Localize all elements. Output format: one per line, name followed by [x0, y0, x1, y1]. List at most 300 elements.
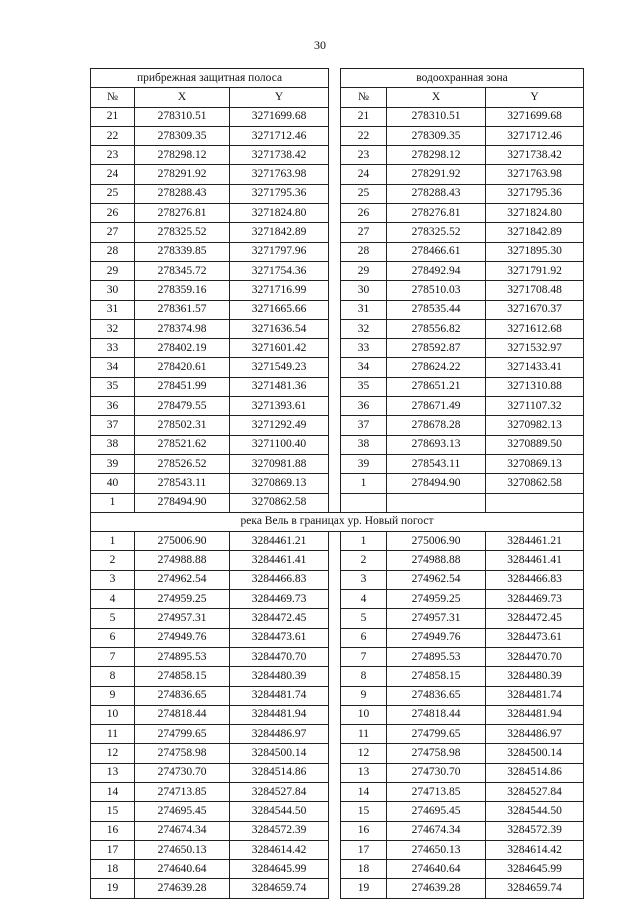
column-gap	[329, 744, 341, 763]
section-title-row	[91, 512, 584, 531]
right-x-cell: 278535.44	[387, 300, 486, 319]
right-number-cell: 22	[341, 126, 387, 145]
right-number-cell: 25	[341, 184, 387, 203]
right-number-cell: 29	[341, 261, 387, 280]
left-y-cell: 3284659.74	[230, 879, 329, 898]
column-gap	[329, 435, 341, 454]
right-y-cell: 3284480.39	[486, 667, 584, 686]
column-gap	[329, 570, 341, 589]
left-number-cell: 3	[91, 570, 135, 589]
table-row	[91, 146, 584, 165]
left-number-cell: 2	[91, 551, 135, 570]
right-number-cell: 3	[341, 570, 387, 589]
left-y-cell: 3284466.83	[230, 570, 329, 589]
left-x-cell: 278276.81	[135, 204, 230, 223]
left-x-cell: 274650.13	[135, 840, 230, 859]
column-gap	[329, 358, 341, 377]
right-x-cell: 278556.82	[387, 319, 486, 338]
left-x-cell: 278420.61	[135, 358, 230, 377]
right-x-cell: 278624.22	[387, 358, 486, 377]
left-x-cell: 278402.19	[135, 339, 230, 358]
column-gap	[329, 493, 341, 512]
left-x-cell: 274818.44	[135, 705, 230, 724]
column-gap	[329, 763, 341, 782]
left-number-cell: 23	[91, 146, 135, 165]
column-gap	[329, 261, 341, 280]
left-y-cell: 3270981.88	[230, 454, 329, 473]
left-y-cell: 3271797.96	[230, 242, 329, 261]
table-row	[91, 667, 584, 686]
left-x-cell: 278543.11	[135, 474, 230, 493]
left-x-cell: 274957.31	[135, 609, 230, 628]
left-x-cell: 274639.28	[135, 879, 230, 898]
right-x-cell: 278693.13	[387, 435, 486, 454]
table-row	[91, 686, 584, 705]
left-y-cell: 3284481.74	[230, 686, 329, 705]
right-number-cell: 16	[341, 821, 387, 840]
right-x-cell: 274713.85	[387, 782, 486, 801]
table-title-row	[91, 69, 584, 88]
table-row	[91, 454, 584, 473]
left-x-cell: 278345.72	[135, 261, 230, 280]
left-number-cell: 17	[91, 840, 135, 859]
right-y-cell: 3284469.73	[486, 590, 584, 609]
right-x-cell: 274730.70	[387, 763, 486, 782]
right-x-cell: 278494.90	[387, 474, 486, 493]
left-y-cell: 3284645.99	[230, 860, 329, 879]
right-x-cell: 274895.53	[387, 647, 486, 666]
left-y-cell: 3271100.40	[230, 435, 329, 454]
left-x-cell: 278309.35	[135, 126, 230, 145]
column-gap	[329, 532, 341, 551]
right-x-cell: 278291.92	[387, 165, 486, 184]
left-y-cell: 3284480.39	[230, 667, 329, 686]
left-x-cell: 278479.55	[135, 397, 230, 416]
table-row	[91, 319, 584, 338]
right-y-cell: 3270862.58	[486, 474, 584, 493]
table-row	[91, 879, 584, 898]
left-y-cell: 3271763.98	[230, 165, 329, 184]
table-row	[91, 397, 584, 416]
column-gap	[329, 725, 341, 744]
left-x-cell: 278451.99	[135, 377, 230, 396]
right-y-cell: 3284473.61	[486, 628, 584, 647]
right-y-cell: 3271795.36	[486, 184, 584, 203]
left-x-cell: 278291.92	[135, 165, 230, 184]
left-number-cell: 5	[91, 609, 135, 628]
right-number-cell: 27	[341, 223, 387, 242]
right-y-cell: 3271433.41	[486, 358, 584, 377]
right-x-cell: 278671.49	[387, 397, 486, 416]
left-y-cell: 3270862.58	[230, 493, 329, 512]
left-number-cell: 33	[91, 339, 135, 358]
right-number-cell	[341, 493, 387, 512]
table-row	[91, 705, 584, 724]
table-row	[91, 647, 584, 666]
right-x-cell: 274640.64	[387, 860, 486, 879]
column-gap	[329, 474, 341, 493]
right-x-cell: 274650.13	[387, 840, 486, 859]
table-row	[91, 184, 584, 203]
left-number-cell: 11	[91, 725, 135, 744]
column-gap	[329, 667, 341, 686]
table-row	[91, 840, 584, 859]
left-number-cell: 21	[91, 107, 135, 126]
right-x-cell: 278651.21	[387, 377, 486, 396]
right-y-cell: 3271699.68	[486, 107, 584, 126]
column-gap	[329, 860, 341, 879]
column-gap	[329, 647, 341, 666]
left-number-cell: 30	[91, 281, 135, 300]
right-x-cell: 278310.51	[387, 107, 486, 126]
left-x-cell: 278526.52	[135, 454, 230, 473]
right-y-cell: 3284481.74	[486, 686, 584, 705]
column-gap	[329, 126, 341, 145]
column-gap	[329, 782, 341, 801]
right-y-cell: 3284461.41	[486, 551, 584, 570]
right-number-cell: 13	[341, 763, 387, 782]
right-number-cell: 34	[341, 358, 387, 377]
right-y-header: Y	[486, 88, 584, 107]
right-y-cell: 3271895.30	[486, 242, 584, 261]
column-gap	[329, 821, 341, 840]
table-row	[91, 590, 584, 609]
left-y-cell: 3271738.42	[230, 146, 329, 165]
right-x-cell: 274949.76	[387, 628, 486, 647]
table-row	[91, 339, 584, 358]
left-number-cell: 38	[91, 435, 135, 454]
table-row	[91, 628, 584, 647]
left-number-cell: 31	[91, 300, 135, 319]
right-number-cell: 24	[341, 165, 387, 184]
left-y-cell: 3271712.46	[230, 126, 329, 145]
left-number-cell: 29	[91, 261, 135, 280]
left-number-cell: 26	[91, 204, 135, 223]
column-gap	[329, 165, 341, 184]
left-y-cell: 3271636.54	[230, 319, 329, 338]
table-row	[91, 281, 584, 300]
left-number-cell: 22	[91, 126, 135, 145]
column-gap	[329, 840, 341, 859]
right-x-cell: 274988.88	[387, 551, 486, 570]
right-y-cell: 3284645.99	[486, 860, 584, 879]
right-y-cell: 3284472.45	[486, 609, 584, 628]
right-number-cell: 1	[341, 474, 387, 493]
right-number-cell: 28	[341, 242, 387, 261]
left-y-cell: 3271795.36	[230, 184, 329, 203]
right-y-cell: 3271738.42	[486, 146, 584, 165]
left-y-cell: 3284481.94	[230, 705, 329, 724]
column-gap	[329, 204, 341, 223]
left-x-cell: 278298.12	[135, 146, 230, 165]
right-number-cell: 19	[341, 879, 387, 898]
left-y-cell: 3284544.50	[230, 802, 329, 821]
column-gap	[329, 184, 341, 203]
right-y-cell: 3284470.70	[486, 647, 584, 666]
right-x-cell: 274758.98	[387, 744, 486, 763]
block2-body	[91, 532, 584, 899]
right-x-cell	[387, 493, 486, 512]
right-number-cell: 5	[341, 609, 387, 628]
right-y-cell: 3284500.14	[486, 744, 584, 763]
section-body	[91, 512, 584, 531]
table-row	[91, 782, 584, 801]
table-row	[91, 802, 584, 821]
left-number-cell: 4	[91, 590, 135, 609]
right-y-cell: 3270869.13	[486, 454, 584, 473]
table-row	[91, 242, 584, 261]
right-number-cell: 12	[341, 744, 387, 763]
right-y-cell: 3284572.39	[486, 821, 584, 840]
right-x-cell: 274674.34	[387, 821, 486, 840]
left-x-cell: 278310.51	[135, 107, 230, 126]
left-y-cell: 3271549.23	[230, 358, 329, 377]
left-y-cell: 3284527.84	[230, 782, 329, 801]
right-x-cell: 274858.15	[387, 667, 486, 686]
left-number-cell: 37	[91, 416, 135, 435]
left-y-cell: 3271393.61	[230, 397, 329, 416]
left-y-cell: 3284486.97	[230, 725, 329, 744]
left-x-cell: 278288.43	[135, 184, 230, 203]
left-x-cell: 278494.90	[135, 493, 230, 512]
left-number-cell: 6	[91, 628, 135, 647]
table-row	[91, 223, 584, 242]
left-y-cell: 3284514.86	[230, 763, 329, 782]
left-x-cell: 275006.90	[135, 532, 230, 551]
left-y-cell: 3271665.66	[230, 300, 329, 319]
left-y-cell: 3271824.80	[230, 204, 329, 223]
table-row	[91, 107, 584, 126]
left-number-cell: 12	[91, 744, 135, 763]
right-y-cell: 3271791.92	[486, 261, 584, 280]
left-number-cell: 27	[91, 223, 135, 242]
left-x-cell: 278359.16	[135, 281, 230, 300]
right-x-cell: 274957.31	[387, 609, 486, 628]
left-x-cell: 274949.76	[135, 628, 230, 647]
right-x-cell: 278592.87	[387, 339, 486, 358]
right-number-cell: 26	[341, 204, 387, 223]
right-y-cell: 3271708.48	[486, 281, 584, 300]
right-number-cell: 39	[341, 454, 387, 473]
right-y-cell: 3284466.83	[486, 570, 584, 589]
right-y-cell: 3271763.98	[486, 165, 584, 184]
left-section-title: прибрежная защитная полоса	[91, 69, 329, 88]
right-x-cell: 274962.54	[387, 570, 486, 589]
right-y-cell: 3284544.50	[486, 802, 584, 821]
left-y-cell: 3270869.13	[230, 474, 329, 493]
left-x-cell: 274836.65	[135, 686, 230, 705]
left-y-cell: 3284461.21	[230, 532, 329, 551]
column-gap	[329, 879, 341, 898]
left-number-cell: 34	[91, 358, 135, 377]
right-y-cell: 3271107.32	[486, 397, 584, 416]
left-y-cell: 3284500.14	[230, 744, 329, 763]
right-y-cell: 3284527.84	[486, 782, 584, 801]
right-y-cell: 3271670.37	[486, 300, 584, 319]
right-y-cell: 3271712.46	[486, 126, 584, 145]
right-number-cell: 10	[341, 705, 387, 724]
table-row	[91, 551, 584, 570]
right-x-cell: 278492.94	[387, 261, 486, 280]
left-number-cell: 10	[91, 705, 135, 724]
column-gap	[329, 146, 341, 165]
right-y-cell: 3270889.50	[486, 435, 584, 454]
table-row	[91, 300, 584, 319]
left-number-cell: 39	[91, 454, 135, 473]
right-y-cell: 3270982.13	[486, 416, 584, 435]
river-section-title: река Вель в границах ур. Новый погост	[91, 512, 584, 531]
table-row	[91, 744, 584, 763]
right-number-cell: 11	[341, 725, 387, 744]
left-number-cell: 28	[91, 242, 135, 261]
table-row	[91, 821, 584, 840]
right-number-cell: 8	[341, 667, 387, 686]
page-number: 30	[314, 38, 326, 52]
left-number-cell: 16	[91, 821, 135, 840]
right-x-cell: 278543.11	[387, 454, 486, 473]
right-x-cell: 274836.65	[387, 686, 486, 705]
column-gap	[329, 377, 341, 396]
column-gap	[329, 319, 341, 338]
left-y-cell: 3284469.73	[230, 590, 329, 609]
right-section-title: водоохранная зона	[341, 69, 584, 88]
left-y-cell: 3271292.49	[230, 416, 329, 435]
left-x-header: X	[135, 88, 230, 107]
left-number-cell: 35	[91, 377, 135, 396]
column-gap	[329, 454, 341, 473]
right-x-cell: 278276.81	[387, 204, 486, 223]
table-row	[91, 474, 584, 493]
left-number-cell: 13	[91, 763, 135, 782]
column-gap	[329, 551, 341, 570]
right-number-cell: 33	[341, 339, 387, 358]
left-y-cell: 3284572.39	[230, 821, 329, 840]
table-row	[91, 204, 584, 223]
column-gap	[329, 802, 341, 821]
table-row	[91, 126, 584, 145]
right-number-cell: 21	[341, 107, 387, 126]
left-x-cell: 274959.25	[135, 590, 230, 609]
table-row	[91, 435, 584, 454]
right-x-cell: 274818.44	[387, 705, 486, 724]
column-gap	[329, 416, 341, 435]
table-row	[91, 261, 584, 280]
left-number-header: №	[91, 88, 135, 107]
right-x-cell: 274799.65	[387, 725, 486, 744]
column-gap	[329, 609, 341, 628]
table-row	[91, 416, 584, 435]
right-y-cell: 3284461.21	[486, 532, 584, 551]
coordinates-table	[90, 68, 584, 899]
column-gap	[329, 281, 341, 300]
table-row	[91, 609, 584, 628]
right-number-cell: 35	[341, 377, 387, 396]
right-number-cell: 31	[341, 300, 387, 319]
table-row	[91, 725, 584, 744]
left-x-cell: 278374.98	[135, 319, 230, 338]
left-number-cell: 40	[91, 474, 135, 493]
column-gap	[329, 223, 341, 242]
right-x-cell: 278466.61	[387, 242, 486, 261]
left-number-cell: 25	[91, 184, 135, 203]
column-gap	[329, 107, 341, 126]
left-x-cell: 274674.34	[135, 821, 230, 840]
left-y-cell: 3271601.42	[230, 339, 329, 358]
left-y-cell: 3284470.70	[230, 647, 329, 666]
right-number-cell: 18	[341, 860, 387, 879]
left-number-cell: 18	[91, 860, 135, 879]
table-row	[91, 165, 584, 184]
left-number-cell: 14	[91, 782, 135, 801]
right-y-cell: 3284514.86	[486, 763, 584, 782]
column-gap	[329, 628, 341, 647]
table-row	[91, 860, 584, 879]
left-x-cell: 274758.98	[135, 744, 230, 763]
column-gap	[329, 69, 341, 88]
right-x-cell: 274639.28	[387, 879, 486, 898]
left-x-cell: 274695.45	[135, 802, 230, 821]
right-number-cell: 9	[341, 686, 387, 705]
left-x-cell: 278361.57	[135, 300, 230, 319]
right-x-cell: 275006.90	[387, 532, 486, 551]
right-y-cell	[486, 493, 584, 512]
left-x-cell: 274730.70	[135, 763, 230, 782]
left-number-cell: 1	[91, 493, 135, 512]
block1-body	[91, 107, 584, 512]
column-gap	[329, 705, 341, 724]
right-number-cell: 2	[341, 551, 387, 570]
left-y-cell: 3271716.99	[230, 281, 329, 300]
left-y-cell: 3271699.68	[230, 107, 329, 126]
right-x-cell: 278325.52	[387, 223, 486, 242]
right-number-cell: 30	[341, 281, 387, 300]
table-row	[91, 763, 584, 782]
table-row	[91, 493, 584, 512]
right-number-cell: 17	[341, 840, 387, 859]
right-y-cell: 3271612.68	[486, 319, 584, 338]
left-x-cell: 278325.52	[135, 223, 230, 242]
right-x-cell: 278288.43	[387, 184, 486, 203]
right-y-cell: 3284481.94	[486, 705, 584, 724]
right-x-cell: 278510.03	[387, 281, 486, 300]
left-x-cell: 274988.88	[135, 551, 230, 570]
left-x-cell: 278502.31	[135, 416, 230, 435]
right-x-cell: 278678.28	[387, 416, 486, 435]
left-x-cell: 274858.15	[135, 667, 230, 686]
table-row	[91, 377, 584, 396]
right-x-cell: 274695.45	[387, 802, 486, 821]
right-y-cell: 3284659.74	[486, 879, 584, 898]
left-y-cell: 3271842.89	[230, 223, 329, 242]
right-number-cell: 6	[341, 628, 387, 647]
right-y-cell: 3271532.97	[486, 339, 584, 358]
column-gap	[329, 590, 341, 609]
table-row	[91, 532, 584, 551]
left-x-cell: 278339.85	[135, 242, 230, 261]
right-number-cell: 14	[341, 782, 387, 801]
column-gap	[329, 686, 341, 705]
left-number-cell: 32	[91, 319, 135, 338]
left-number-cell: 36	[91, 397, 135, 416]
right-y-cell: 3271824.80	[486, 204, 584, 223]
right-number-cell: 37	[341, 416, 387, 435]
left-y-cell: 3284472.45	[230, 609, 329, 628]
table-row	[91, 570, 584, 589]
column-gap	[329, 242, 341, 261]
right-x-header: X	[387, 88, 486, 107]
right-number-cell: 4	[341, 590, 387, 609]
right-number-cell: 1	[341, 532, 387, 551]
